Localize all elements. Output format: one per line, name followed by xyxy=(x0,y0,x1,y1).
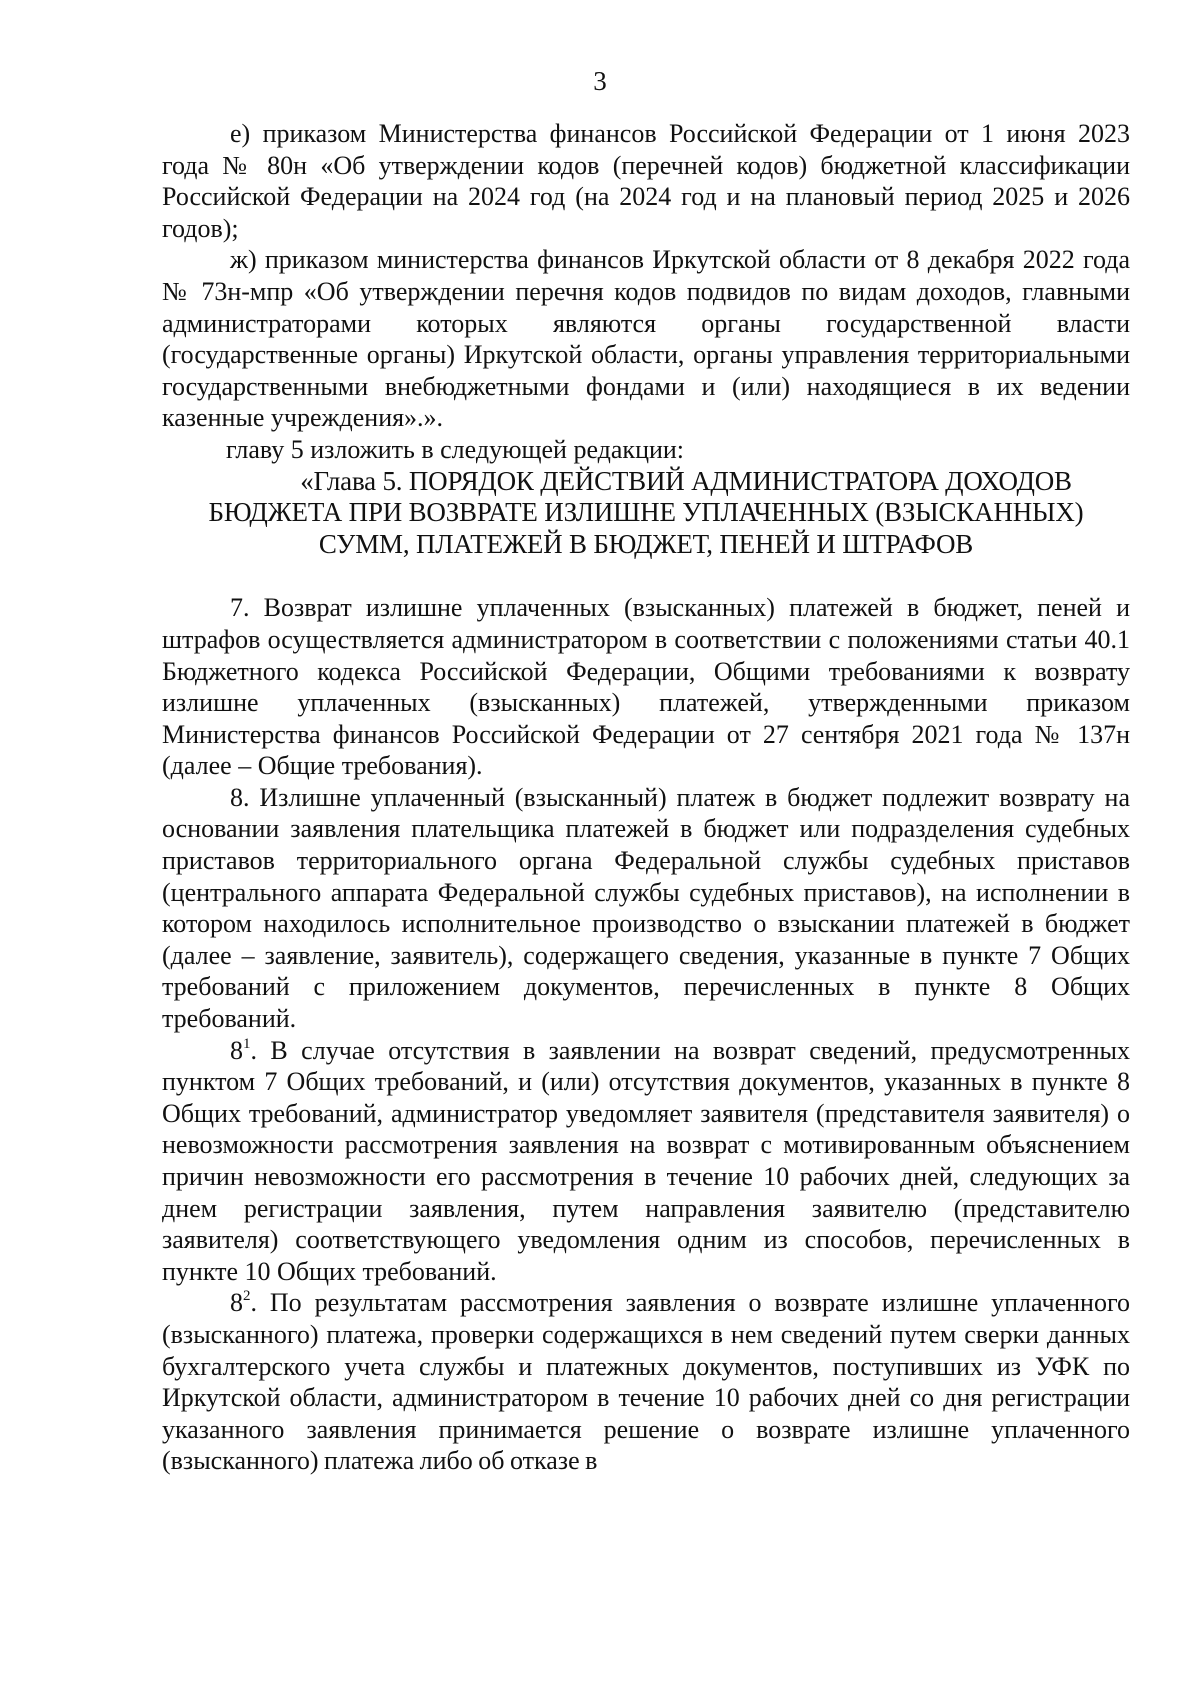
chapter-intro: главу 5 изложить в следующей редакции: xyxy=(226,434,685,464)
item-8-1-text: . В случае отсутствия в заявлении на возврат сведений, предусмотренных пунктом 7 Общих требований, и (или) отсутствия документов, указанных в пункте 8 Общих требований, администратор уведомляет заявителя (представителя заявителя) о невозможности рассмотрения заявления на возврат с мотивированным объяснением причин невозможности его рассмотрения в течение 10 рабочих дней, следующих за днем регистрации заявления, путем направления заявителю (представителю заявителя) соответствующего уведомления одним из способов, перечисленных в пункте 10 Общих требований. xyxy=(162,1035,1130,1286)
section-spacer xyxy=(162,560,1130,592)
item-8-1-superscript: 1 xyxy=(243,1035,251,1052)
item-8-2-number: 8 xyxy=(230,1288,243,1318)
paragraph-e: е) приказом Министерства финансов Российской Федерации от 1 июня 2023 года № 80н «Об утверждении кодов (перечней кодов) бюджетной классификации Российской Федерации на 2024 год (на 2024 год и на плановый период 2025 и 2026 годов); xyxy=(162,119,1130,243)
item-8: 8. Излишне уплаченный (взысканный) платеж в бюджет подлежит возврату на основании заявления плательщика платежей в бюджет или подразделения судебных приставов территориального органа Федеральной службы судебных приставов (центрального аппарата Федеральной службы судебных приставов), на исполнении в котором находилось исполнительное производство о взыскании платежей в бюджет (далее – заявление, заявитель), содержащего сведения, указанные в пункте 7 Общих требований с приложением документов, перечисленных в пункте 8 Общих требований. xyxy=(162,782,1130,1034)
chapter-heading-line-3: СУММ, ПЛАТЕЖЕЙ В БЮДЖЕТ, ПЕНЕЙ И ШТРАФОВ xyxy=(318,528,974,559)
item-8-2-superscript: 2 xyxy=(243,1288,251,1305)
item-8-1 xyxy=(162,1035,1130,1288)
item-8-2-text: . По результатам рассмотрения заявления о возврате излишне уплаченного (взысканного) платежа, проверки содержащихся в нем сведений путем сверки данных бухгалтерского учета службы и платежных документов, поступивших из УФК по Иркутской области, администратором в течение 10 рабочих дней со дня регистрации указанного заявления принимается решение о возврате излишне уплаченного (взысканного) платежа либо об отказе в xyxy=(162,1288,1130,1476)
page-number: 3 xyxy=(593,66,607,96)
document-body xyxy=(162,118,1130,1477)
item-8-1-number: 8 xyxy=(230,1035,243,1065)
item-8-2 xyxy=(162,1287,1130,1477)
chapter-heading-line-2: БЮДЖЕТА ПРИ ВОЗВРАТЕ ИЗЛИШНЕ УПЛАЧЕННЫХ (ВЗЫСКАННЫХ) xyxy=(208,497,1084,528)
chapter-heading-line-1: «Глава 5. ПОРЯДОК ДЕЙСТВИЙ АДМИНИСТРАТОРА ДОХОДОВ xyxy=(300,465,1072,496)
item-7: 7. Возврат излишне уплаченных (взысканных) платежей в бюджет, пеней и штрафов осуществляется администратором в соответствии с положениями статьи 40.1 Бюджетного кодекса Российской Федерации, Общими требованиями к возврату излишне уплаченных (взысканных) платежей, утвержденными приказом Министерства финансов Российской Федерации от 27 сентября 2021 года № 137н (далее – Общие требования). xyxy=(162,593,1130,781)
paragraph-zh: ж) приказом министерства финансов Иркутской области от 8 декабря 2022 года № 73н-мпр «Об утверждении перечня кодов подвидов по видам доходов, главными администраторами которых являются органы государственной власти (государственные органы) Иркутской области, органы управления территориальными государственными внебюджетными фондами и (или) находящиеся в их ведении казенные учреждения».». xyxy=(162,245,1130,433)
